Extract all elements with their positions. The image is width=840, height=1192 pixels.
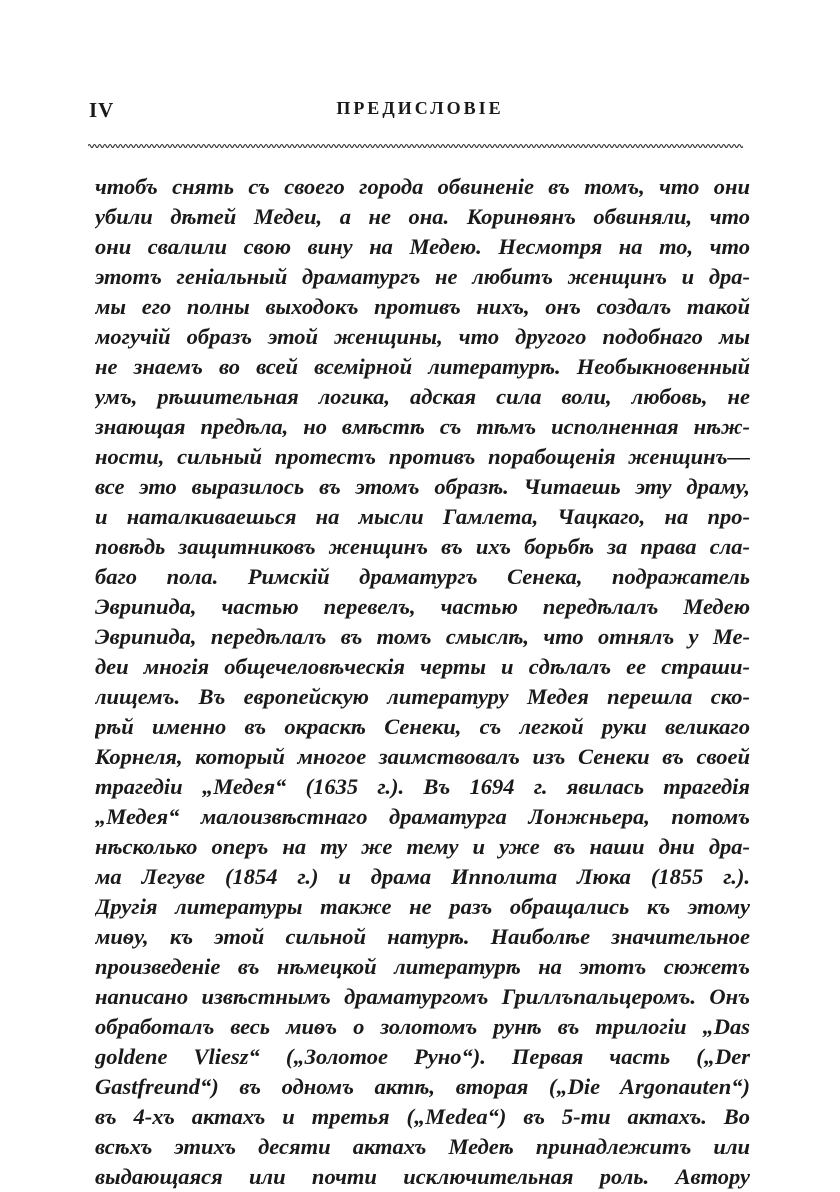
text-line: баго пола. Римскій драматургъ Сенека, подражатель bbox=[95, 564, 750, 589]
text-line: обработалъ весь миѳъ о золотомъ рунѣ въ трилогіи „Das bbox=[95, 1014, 750, 1039]
text-line: въ 4-хъ актахъ и третья („Medea“) въ 5-ти актахъ. Во bbox=[95, 1104, 750, 1129]
text-line: могучій образъ этой женщины, что другого подобнаго мы bbox=[95, 324, 750, 349]
text-line: ности, сильный протестъ противъ порабощенія женщинъ— bbox=[95, 444, 750, 469]
text-line: Другія литературы также не разъ обращались къ этому bbox=[95, 894, 750, 919]
text-line: ма Легуве (1854 г.) и драма Ипполита Люка (1855 г.). bbox=[95, 864, 750, 889]
page-number: IV bbox=[89, 98, 115, 122]
text-line: не знаемъ во всей всемірной литературѣ. Необыкновенный bbox=[95, 354, 750, 379]
text-line: лищемъ. Въ европейскую литературу Медея перешла ско- bbox=[95, 684, 750, 709]
text-line: знающая предѣла, но вмѣстѣ съ тѣмъ исполненная нѣж- bbox=[95, 414, 750, 439]
text-line: выдающаяся или почти исключительная роль. Автору bbox=[95, 1164, 750, 1189]
text-line: чтобъ снять съ своего города обвиненіе въ томъ, что они bbox=[95, 174, 750, 199]
text-line: деи многія общечеловѣческія черты и сдѣлалъ ее страши- bbox=[95, 654, 750, 679]
text-line: повѣдь защитниковъ женщинъ въ ихъ борьбѣ за права сла- bbox=[95, 534, 750, 559]
text-line: миѳу, къ этой сильной натурѣ. Наиболѣе значительное bbox=[95, 924, 750, 949]
text-line: этотъ геніальный драматургъ не любитъ женщинъ и дра- bbox=[95, 264, 750, 289]
text-line: они свалили свою вину на Медею. Несмотря на то, что bbox=[95, 234, 750, 259]
text-line: написано извѣстнымъ драматургомъ Гриллъпальцеромъ. Онъ bbox=[95, 984, 750, 1009]
running-head-title: ПРЕДИСЛОВІЕ bbox=[336, 98, 504, 118]
text-line: Эврипида, передѣлалъ въ томъ смыслѣ, что отнялъ у Ме- bbox=[95, 624, 750, 649]
text-line: произведеніе въ нѣмецкой литературѣ на этотъ сюжетъ bbox=[95, 954, 750, 979]
text-line: goldene Vliesz“ („Золотое Руно“). Первая часть („Der bbox=[95, 1044, 750, 1069]
text-line: все это выразилось въ этомъ образѣ. Читаешь эту драму, bbox=[95, 474, 750, 499]
text-line: Корнеля, который многое заимствовалъ изъ Сенеки въ своей bbox=[95, 744, 750, 769]
decorative-wavy-rule bbox=[88, 140, 743, 152]
text-line: трагедіи „Медея“ (1635 г.). Въ 1694 г. явилась трагедія bbox=[95, 774, 750, 799]
text-line: Эврипида, частью перевелъ, частью передѣлалъ Медею bbox=[95, 594, 750, 619]
text-line: всѣхъ этихъ десяти актахъ Медеѣ принадлежитъ или bbox=[95, 1134, 750, 1159]
text-line: рѣй именно въ окраскѣ Сенеки, съ легкой руки великаго bbox=[95, 714, 750, 739]
text-line: мы его полны выходокъ противъ нихъ, онъ создалъ такой bbox=[95, 294, 750, 319]
text-line: Gastfreund“) въ одномъ актѣ, вторая („Die Argonauten“) bbox=[95, 1074, 750, 1099]
text-line: нѣсколько оперъ на ту же тему и уже въ наши дни дра- bbox=[95, 834, 750, 859]
text-line: и наталкиваешься на мысли Гамлета, Чацкаго, на про- bbox=[95, 504, 750, 529]
text-line: убили дѣтей Медеи, а не она. Коринѳянъ обвиняли, что bbox=[95, 204, 750, 229]
text-line: „Медея“ малоизвѣстнаго драматурга Лонжньера, потомъ bbox=[95, 804, 750, 829]
body-text bbox=[95, 172, 750, 1192]
text-line: умъ, рѣшительная логика, адская сила воли, любовь, не bbox=[95, 384, 750, 409]
